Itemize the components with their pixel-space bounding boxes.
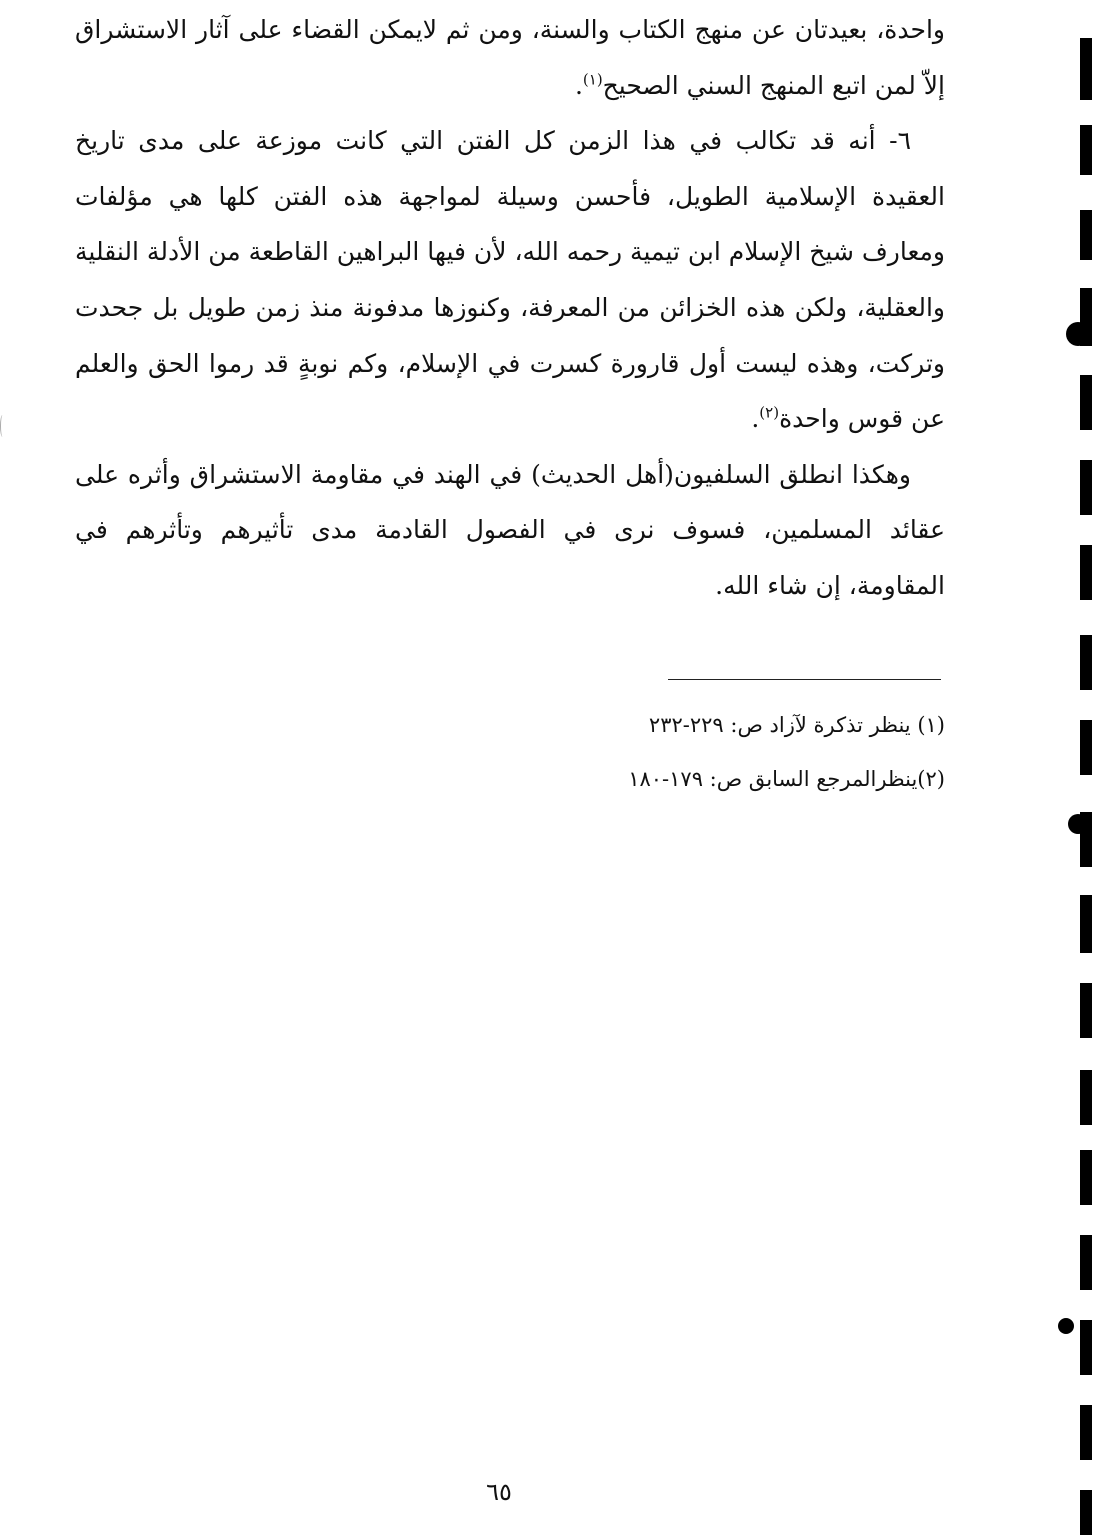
page-number: ٦٥ bbox=[486, 1478, 512, 1506]
binding-bar bbox=[1080, 1320, 1092, 1375]
paragraph-conclusion bbox=[75, 447, 945, 614]
binding-bar bbox=[1080, 635, 1092, 690]
binding-bar bbox=[1080, 125, 1092, 175]
footnote-1: (١) ينظر تذكرة لآزاد ص: ٢٢٩-٢٣٢ bbox=[648, 713, 945, 737]
point-6-text: ٦- أنه قد تكالب في هذا الزمن كل الفتن التي كانت موزعة على مدى تاريخ العقيدة الإسلامية الطويل، فأحسن وسيلة لمواجهة هذه الفتن كلها هي مؤلفات ومعارف شيخ الإسلام ابن تيمية رحمه الله، لأن فيها البراهين القاطعة من الأدلة النقلية والعقلية، ولكن هذه الخزائن من المعرفة، وكنوزها مدفونة منذ زمن طويل بل جحدت وتركت، وهذه ليست أول قارورة كسرت في الإسلام، وكم نوبةٍ قد رموا الحق والعلم عن قوس واحدة bbox=[75, 126, 945, 434]
line-1-text: واحدة، بعيدتان عن منهج الكتاب والسنة، ومن ثم لايمكن القضاء على آثار bbox=[196, 15, 945, 44]
binding-bar bbox=[1080, 460, 1092, 515]
footnote-2: (٢)ينظرالمرجع السابق ص: ١٧٩-١٨٠ bbox=[628, 767, 945, 791]
line-2-end: . bbox=[574, 70, 583, 100]
binding-bar bbox=[1080, 895, 1092, 953]
binding-bar bbox=[1080, 545, 1092, 600]
conclusion-text: وهكذا انطلق السلفيون(أهل الحديث) في الهند في مقاومة الاستشراق وأثره على عقائد المسلمين، فسوف نرى في الفصول القادمة مدى تأثيرهم وتأثرهم في المقاومة، إن شاء الله. bbox=[75, 459, 945, 600]
paragraph-continuation bbox=[75, 2, 945, 113]
binding-holes bbox=[1078, 0, 1098, 1535]
binding-bar bbox=[1080, 375, 1092, 430]
footnote-ref-1[interactable]: (١) bbox=[582, 70, 603, 89]
binding-bar bbox=[1080, 720, 1092, 775]
binding-dot bbox=[1066, 322, 1090, 346]
binding-bar bbox=[1080, 1070, 1092, 1125]
binding-bar bbox=[1080, 1405, 1092, 1460]
footnotes bbox=[520, 698, 945, 806]
main-text bbox=[75, 2, 945, 614]
point-6-end: . bbox=[751, 404, 760, 434]
binding-bar bbox=[1080, 210, 1092, 260]
footnote-separator bbox=[668, 679, 941, 680]
line-2-text: الاستشراق إلاّ لمن اتبع المنهج السني الصحيح bbox=[75, 15, 945, 100]
paragraph-point-6 bbox=[75, 113, 945, 447]
binding-dot bbox=[1058, 1318, 1074, 1334]
footnote-ref-2[interactable]: (٢) bbox=[759, 403, 780, 422]
binding-bar bbox=[1080, 983, 1092, 1038]
binding-bar bbox=[1080, 1150, 1092, 1205]
binding-dot bbox=[1068, 814, 1088, 834]
binding-bar bbox=[1080, 38, 1092, 100]
binding-bar bbox=[1080, 1490, 1092, 1535]
left-edge-scan-mark bbox=[0, 415, 5, 437]
binding-bar bbox=[1080, 1235, 1092, 1290]
